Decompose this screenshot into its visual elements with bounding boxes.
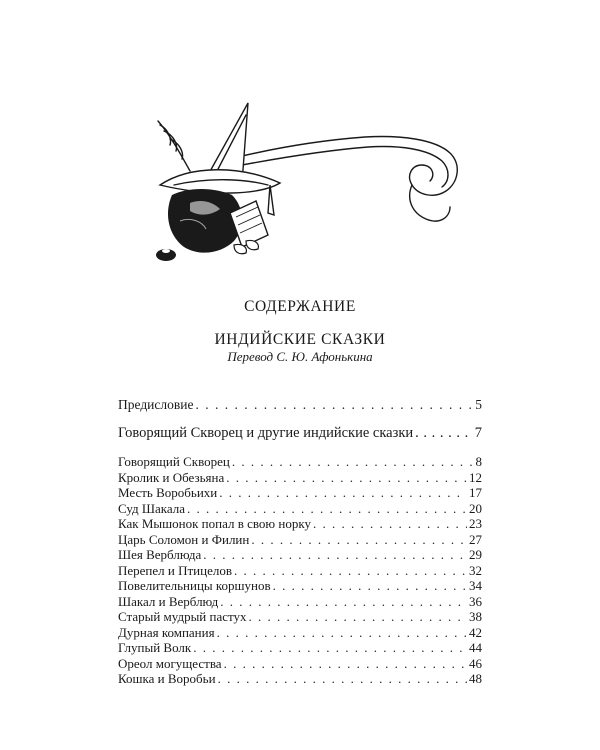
toc-entry-page: 7	[474, 425, 482, 441]
toc-leader-dots	[226, 470, 467, 486]
toc-entry-title: Суд Шакала	[118, 500, 186, 516]
toc-entry	[118, 656, 482, 672]
hat-brim	[160, 170, 280, 193]
toc-leader-dots	[313, 516, 467, 532]
toc-entry	[118, 485, 482, 501]
toc-leader-dots	[203, 547, 467, 563]
toc-entry	[118, 532, 482, 548]
toc-entry	[118, 470, 482, 486]
toc-entry	[118, 516, 482, 532]
toc-entry-title: Говорящий Скворец	[118, 454, 230, 469]
toc-leader-dots	[224, 656, 467, 672]
toc-entry	[118, 609, 482, 625]
toc-leader-dots	[234, 563, 467, 579]
toc-entry-title: Шея Верблюда	[118, 547, 202, 562]
toc-entry-page: 27	[469, 531, 482, 547]
toc-entry-title: Глупый Волк	[118, 640, 192, 655]
toc-entry	[118, 671, 482, 687]
toc-entry-page: 48	[469, 671, 482, 686]
toc-entry	[118, 547, 482, 563]
toc-entry-page: 5	[475, 397, 482, 412]
toc-leader-dots	[193, 640, 467, 656]
toc-entry-page: 34	[469, 578, 482, 593]
toc-entry	[118, 425, 482, 442]
gnome-figure	[168, 189, 268, 254]
toc-entry	[118, 625, 482, 641]
toc-entry-title: Предисловие	[118, 397, 194, 412]
toc-entry-page: 29	[469, 547, 482, 562]
toc-leader-dots	[273, 578, 467, 594]
section-title: ИНДИЙСКИЕ СКАЗКИ	[214, 331, 386, 348]
toc-entry-page: 36	[469, 593, 482, 609]
toc-entry-page: 38	[469, 609, 482, 624]
toc-entry-title: Ореол могущества	[118, 655, 222, 671]
gnome-illustration	[150, 95, 480, 275]
toc-entry	[118, 640, 482, 656]
toc-leader-dots	[232, 454, 474, 470]
toc-entry-page: 23	[469, 516, 482, 531]
toc-entry	[118, 397, 482, 413]
toc-entry-title: Дурная компания	[118, 624, 215, 640]
toc-leader-dots	[251, 532, 467, 548]
contents-heading: СОДЕРЖАНИЕ	[244, 298, 356, 315]
toc-entry	[118, 578, 482, 594]
toc-story-list	[118, 454, 482, 687]
toc-entry-page: 42	[469, 624, 482, 640]
toc-entry-page: 44	[469, 640, 482, 655]
toc-collection	[118, 425, 482, 442]
toc-entry-title: Кролик и Обезьяна	[118, 469, 225, 485]
toc-entry-title: Царь Соломон и Филин	[118, 531, 250, 547]
toc-leader-dots	[415, 425, 473, 442]
toc-entry	[118, 501, 482, 517]
toc-entry-title: Повелительницы коршунов	[118, 578, 271, 593]
toc-entry	[118, 454, 482, 470]
toc-leader-dots	[218, 671, 467, 687]
toc-leader-dots	[220, 594, 467, 610]
toc-entry-page: 32	[469, 562, 482, 578]
toc-entry-title: Кошка и Воробьи	[118, 671, 216, 686]
toc-entry-page: 12	[469, 469, 482, 485]
toc-leader-dots	[195, 397, 473, 413]
toc-entry	[118, 594, 482, 610]
feather	[158, 121, 190, 171]
translator-credit: Перевод С. Ю. Афонькина	[227, 349, 373, 364]
toc-entry-title: Старый мудрый пастух	[118, 609, 247, 624]
toc-leader-dots	[187, 501, 467, 517]
toc-entry-page: 46	[469, 655, 482, 671]
toc-entry	[118, 563, 482, 579]
toc-leader-dots	[219, 485, 467, 501]
toc-entry-title: Говорящий Скворец и другие индийские сказки	[118, 425, 414, 441]
toc-entry-title: Месть Воробьихи	[118, 485, 218, 500]
toc-leader-dots	[249, 609, 467, 625]
toc-entry-title: Как Мышонок попал в свою норку	[118, 516, 311, 531]
toc-entry-title: Перепел и Птицелов	[118, 562, 232, 578]
toc-entry-page: 8	[475, 454, 482, 469]
toc-entry-page: 17	[469, 485, 482, 500]
toc-entry-title: Шакал и Верблюд	[118, 593, 219, 609]
inkpot	[156, 249, 176, 261]
toc-entry-page: 20	[469, 500, 482, 516]
toc-leader-dots	[217, 625, 467, 641]
toc-preface	[118, 397, 482, 413]
